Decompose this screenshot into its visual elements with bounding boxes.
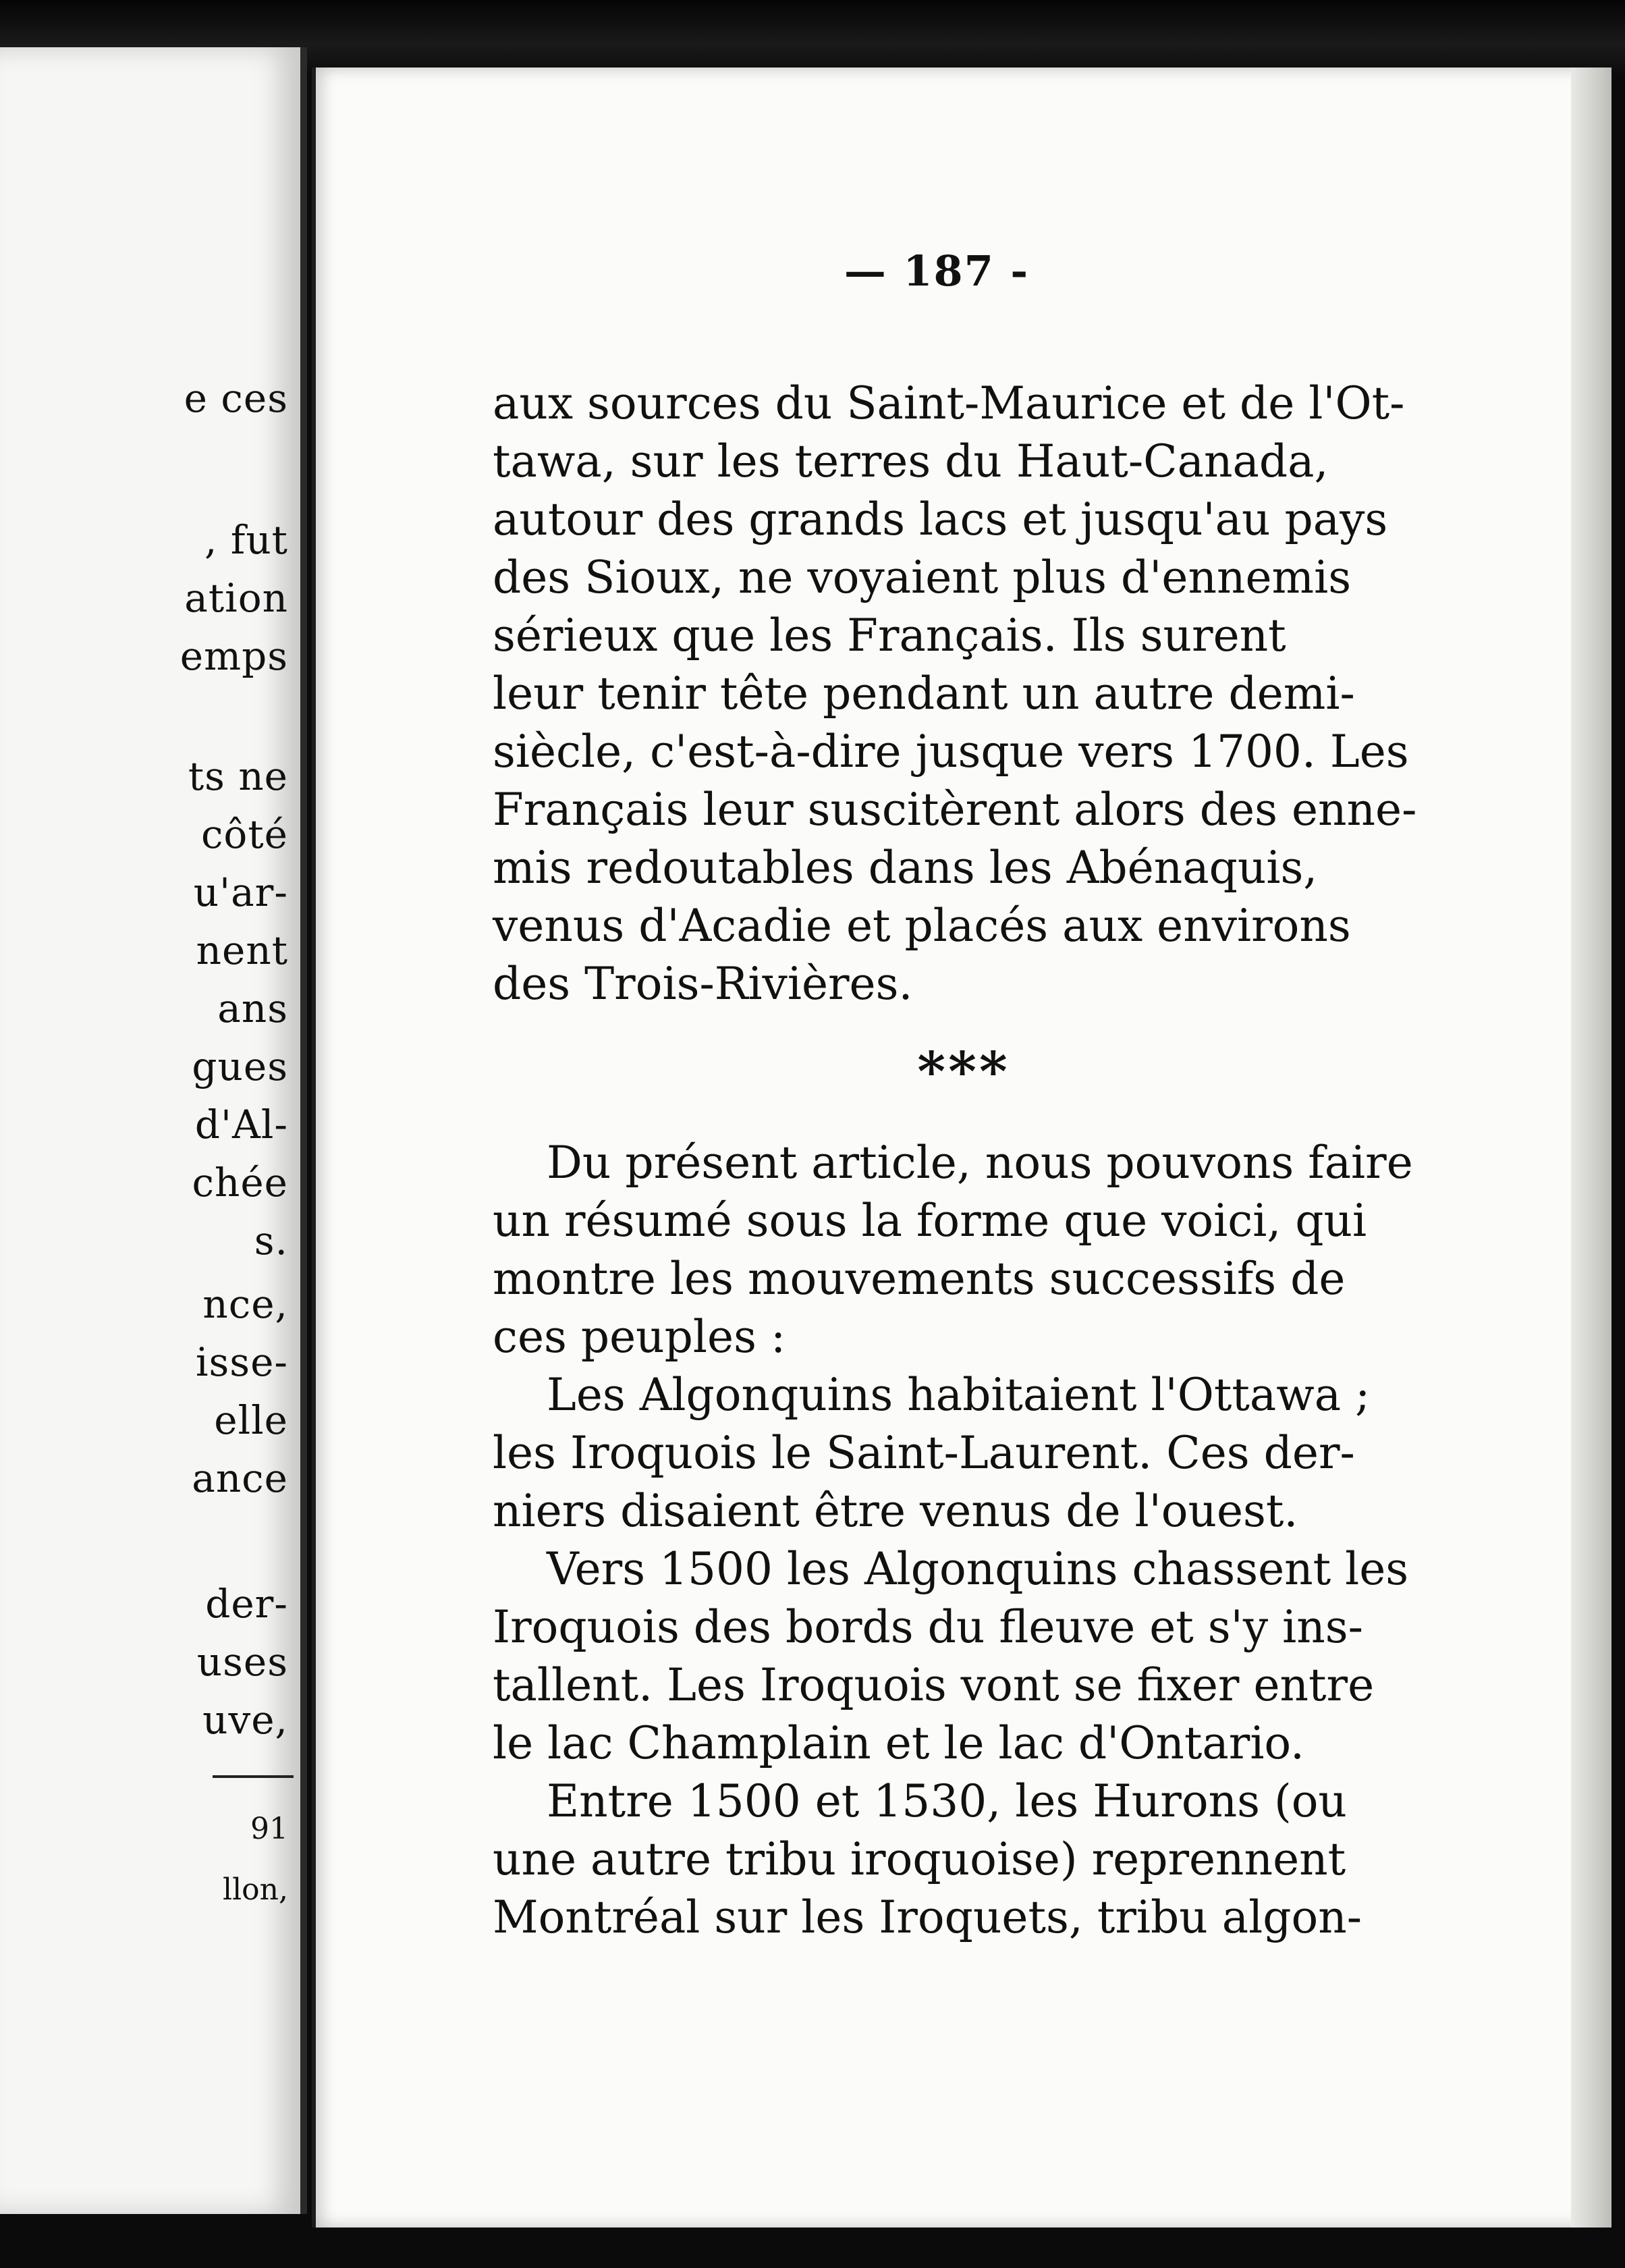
left-page-line: ans [217, 986, 288, 1031]
text-line: Français leur suscitèrent alors des enne- [493, 784, 1417, 836]
text-line: mis redoutables dans les Abénaquis, [493, 842, 1318, 894]
text-line: une autre tribu iroquoise) reprennent [493, 1833, 1346, 1885]
text-line: un résumé sous la forme que voici, qui [493, 1195, 1367, 1247]
text-line: aux sources du Saint-Maurice et de l'Ot- [493, 377, 1405, 429]
left-page-line: , fut [204, 517, 288, 563]
text-line: tawa, sur les terres du Haut-Canada, [493, 435, 1329, 487]
text-line: des Sioux, ne voyaient plus d'ennemis [493, 551, 1352, 603]
text-line: tallent. Les Iroquois vont se fixer entre [493, 1659, 1375, 1711]
left-page-line: emps [180, 633, 288, 679]
left-page-line: elle [214, 1397, 288, 1443]
left-page-line: ance [192, 1455, 288, 1501]
text-line: venus d'Acadie et placés aux environs [493, 900, 1351, 952]
left-page-line: ts ne [188, 753, 288, 799]
left-page-line: uses [196, 1639, 288, 1685]
text-line: des Trois-Rivières. [493, 958, 913, 1010]
text-line: siècle, c'est-à-dire jusque vers 1700. Les [493, 726, 1409, 778]
text-line: leur tenir tête pendant un autre demi- [493, 668, 1355, 720]
left-page-line: uve, [202, 1697, 288, 1743]
left-page-line: e ces [184, 375, 288, 421]
text-line: niers disaient être venus de l'ouest. [493, 1485, 1298, 1537]
left-page-line: u'ar- [193, 869, 288, 915]
left-facing-page [0, 47, 307, 2214]
left-page-line: chée [192, 1160, 288, 1206]
left-footnote-line: 91 [250, 1812, 288, 1846]
left-page-line: nce, [202, 1281, 288, 1327]
bottom-strip [0, 2228, 1625, 2268]
main-page [312, 68, 1612, 2228]
left-page-line: s. [254, 1218, 288, 1264]
left-page-line: isse- [195, 1339, 288, 1385]
left-page-line: ation [184, 575, 288, 621]
text-line: Du présent article, nous pouvons faire [547, 1137, 1413, 1189]
text-line: le lac Champlain et le lac d'Ontario. [493, 1717, 1304, 1769]
text-line: sérieux que les Français. Ils surent [493, 610, 1286, 662]
text-line: les Iroquois le Saint-Laurent. Ces der- [493, 1427, 1355, 1479]
text-line: Vers 1500 les Algonquins chassent les [547, 1543, 1409, 1595]
left-page-line: der- [205, 1581, 288, 1627]
text-line: montre les mouvements successifs de [493, 1253, 1346, 1305]
text-line: Les Algonquins habitaient l'Ottawa ; [547, 1369, 1371, 1421]
text-line: Iroquois des bords du fleuve et s'y ins- [493, 1601, 1363, 1653]
text-line: autour des grands lacs et jusqu'au pays [493, 493, 1388, 545]
left-page-line: nent [196, 927, 288, 973]
left-page-line: d'Al- [194, 1102, 288, 1148]
text-line: Montréal sur les Iroquets, tribu algon- [493, 1891, 1362, 1943]
text-line: Entre 1500 et 1530, les Hurons (ou [547, 1775, 1347, 1827]
text-line: ces peuples : [493, 1311, 786, 1363]
section-separator-stars: *** [917, 1040, 1010, 1103]
page-number: — 187 - [844, 246, 1030, 296]
footnote-rule [213, 1775, 294, 1778]
left-footnote-line: llon, [223, 1872, 288, 1907]
left-page-line: gues [192, 1044, 288, 1089]
left-page-line: côté [200, 811, 288, 857]
